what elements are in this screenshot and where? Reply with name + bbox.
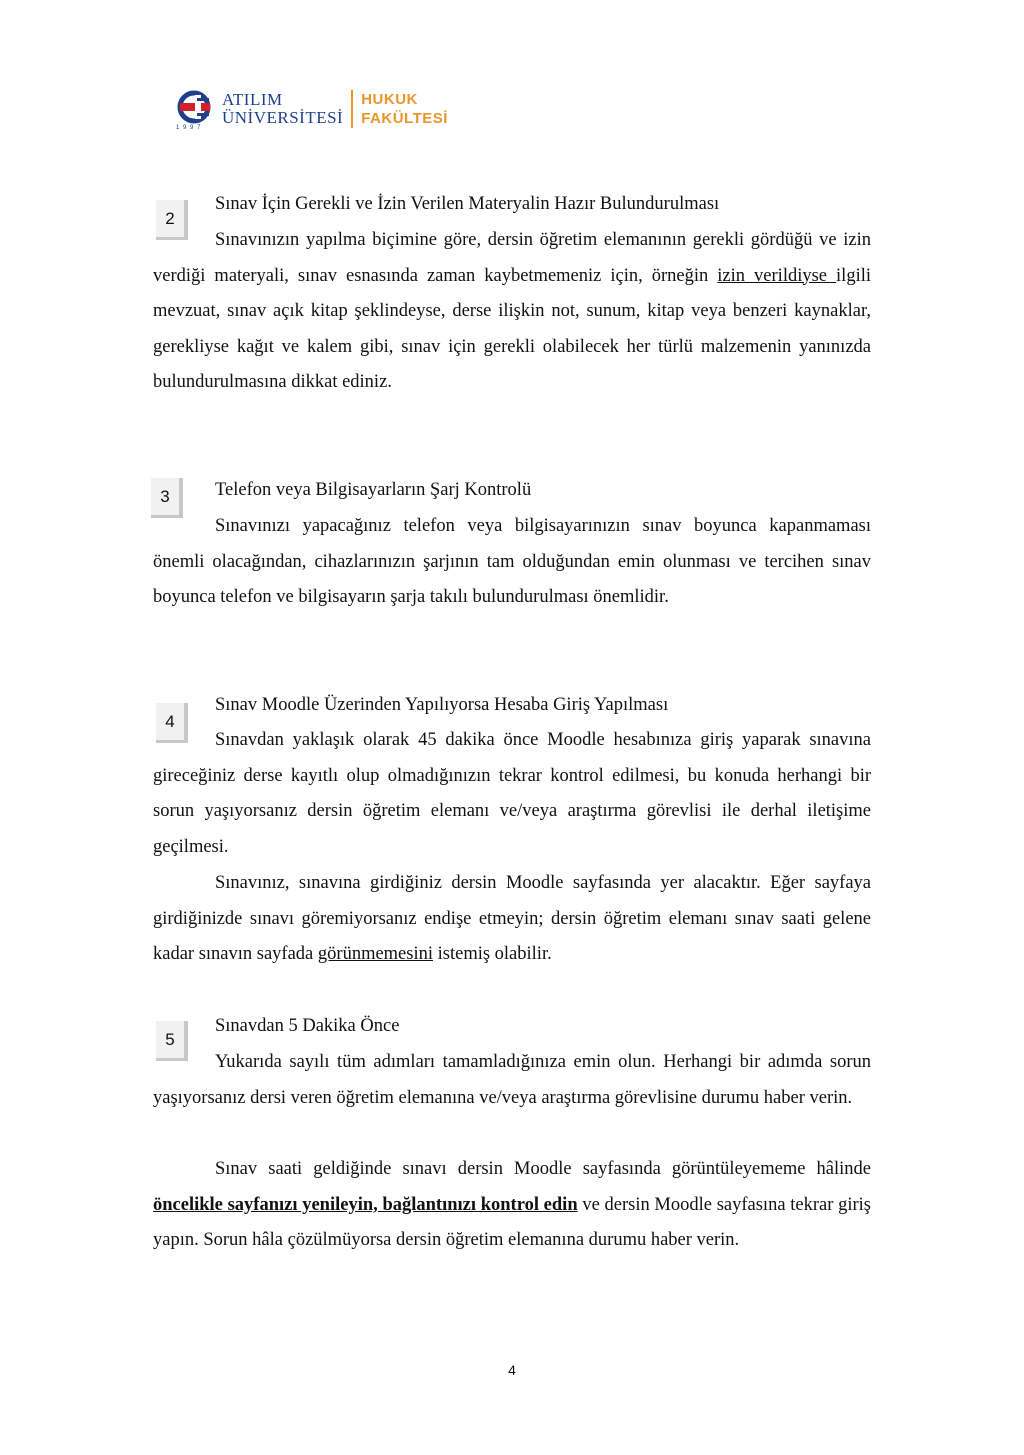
section-title: Telefon veya Bilgisayarların Şarj Kontrolü [215,480,532,500]
page-number: 4 [508,1362,516,1378]
atilim-emblem-icon [176,89,216,129]
section-title: Sınav Moodle Üzerinden Yapılıyorsa Hesaba Giriş Yapılması [215,695,669,715]
section-paragraph [153,866,871,973]
logo-line-1: ATILIM [222,90,283,109]
bold-underlined-text: öncelikle sayfanızı yenileyin, bağlantınızı kontrol edin [153,1194,578,1215]
university-logo [176,86,448,132]
section-number-box: 2 [156,200,188,240]
section-paragraph [153,509,871,616]
underlined-text: görünmemesini [317,944,433,965]
paragraph-text: Sınavdan yaklaşık olarak 45 dakika önce Moodle hesabınıza giriş yaparak sınavına gireceğiniz derse kayıtlı olup olmadığınızın tekrar kontrol edilmesi, bu konuda herhangi bir sorun yaşıyorsanız dersin öğretim elemanı ve/veya araştırma görevlisi ile derhal iletişime geçilmesi. [153,730,871,857]
logo-divider [351,90,353,128]
section-number-box: 3 [151,478,183,518]
section-paragraph [153,723,871,865]
section-title: Sınavdan 5 Dakika Önce [215,1016,400,1036]
paragraph-text: Yukarıda sayılı tüm adımları tamamladığınıza emin olun. Herhangi bir adımda sorun yaşıyorsanız dersi veren öğretim elemanına ve/veya araştırma görevlisine durumu haber verin. [153,1052,871,1108]
paragraph-text: istemiş olabilir. [433,944,552,965]
section-paragraph [153,1152,871,1259]
paragraph-text: Sınavınız, sınavına girdiğiniz dersin Moodle sayfasında yer alacaktır. Eğer sayfaya girdiğinizde sınavı göremiyorsanız endişe etmeyin; dersin öğretim elemanı sınav saati gelene kadar sınavın sayfada [153,873,871,965]
section-title: Sınav İçin Gerekli ve İzin Verilen Materyalin Hazır Bulundurulması [215,194,720,214]
paragraph-text: Sınavınızı yapacağınız telefon veya bilgisayarınızın sınav boyunca kapanmaması önemli olacağından, cihazlarınızın şarjının tam olduğundan emin olunması ve tercihen sınav boyunca telefon ve bilgisayarın şarja takılı bulundurulması önemlidir. [153,516,871,608]
paragraph-text: Sınav saati geldiğinde sınavı dersin Moodle sayfasında görüntüleyememe hâlinde [215,1159,871,1179]
section-paragraph [153,223,871,401]
paragraph-text: ilgili mevzuat, sınav açık kitap şeklindeyse, derse ilişkin not, sunum, kitap veya benzeri kaynaklar, gerekliyse kağıt ve kalem gibi, sınav için gerekli olabilecek her türlü malzemenin yanınızda bulundurulmasına dikkat ediniz. [153,265,871,393]
section-number-box: 5 [156,1021,188,1061]
logo-faculty-line-1: HUKUK [361,91,418,108]
logo-year: 1 9 9 7 [176,125,202,131]
paragraph-text: ve dersin Moodle sayfasına tekrar giriş yapın. Sorun hâla çözülmüyorsa dersin öğretim elemanına durumu haber verin. [153,1194,871,1251]
logo-faculty-line-2: FAKÜLTESİ [361,110,448,127]
logo-university-name [222,91,343,127]
section-paragraph [153,1045,871,1116]
underlined-text: izin verildiyse [717,265,837,286]
paragraph-text: Sınavınızın yapılma biçimine göre, dersin öğretim elemanının gerekli gördüğü ve izin verdiği materyali, sınav esnasında zaman kaybetmemeniz için, örneğin [153,230,871,286]
section-number-box: 4 [156,703,188,743]
logo-faculty-name [361,90,448,128]
logo-line-2: ÜNİVERSİTESİ [222,108,344,127]
